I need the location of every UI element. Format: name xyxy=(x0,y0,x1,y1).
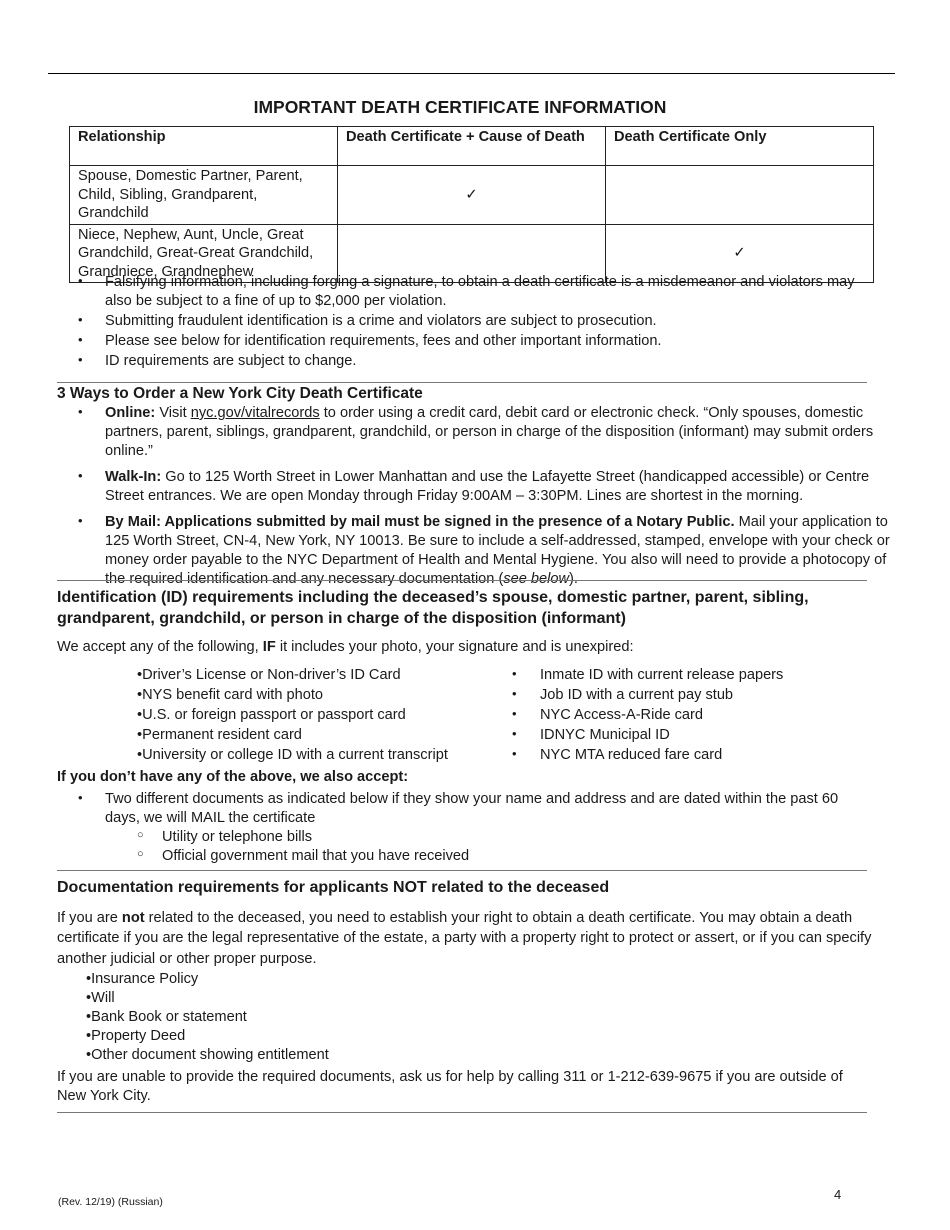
ways-title: 3 Ways to Order a New York City Death Certificate xyxy=(57,385,423,402)
relationship-cell: Niece, Nephew, Aunt, Uncle, Great Grandchild, Great-Great Grandchild, Grandniece, Grandnephew xyxy=(70,224,338,283)
vitalrecords-link[interactable]: nyc.gov/vitalrecords xyxy=(190,405,320,421)
alt-item-text: Two different documents as indicated below if they show your name and address and are dated within the past 60 days, we will MAIL the certificate xyxy=(105,791,839,826)
walkin-label: Walk-In: xyxy=(105,468,162,485)
list-item-walkin xyxy=(105,468,895,506)
list-item: • University or college ID with a current transcript xyxy=(137,746,448,765)
list-item: • Bank Book or statement xyxy=(86,1008,329,1027)
relationship-table xyxy=(69,126,874,283)
list-item: • Inmate ID with current release papers xyxy=(540,666,783,685)
relationship-cell: Spouse, Domestic Partner, Parent, Child, Sibling, Grandparent, Grandchild xyxy=(70,166,338,225)
list-item: • ID requirements are subject to change. xyxy=(105,352,880,371)
list-item xyxy=(105,790,875,866)
list-item: • U.S. or foreign passport or passport card xyxy=(137,706,448,725)
top-rule xyxy=(48,73,895,74)
doc-list xyxy=(86,970,329,1065)
page-number: 4 xyxy=(834,1187,842,1202)
list-item: • Job ID with a current pay stub xyxy=(540,686,783,705)
list-item: • Property Deed xyxy=(86,1027,329,1046)
checkmark-icon: ✓ xyxy=(606,224,874,283)
mail-label: By Mail: Applications submitted by mail must be signed in the presence of a Notary Public. xyxy=(105,513,735,530)
id-list-left xyxy=(137,666,448,766)
list-item: • Submitting fraudulent identification is a crime and violators are subject to prosecution. xyxy=(105,312,880,331)
online-pre: Visit xyxy=(155,405,191,421)
sub-list-item: ○ Utility or telephone bills xyxy=(162,828,875,847)
mail-text: Mail your application to 125 Worth Street, CN-4, New York, NY 10013. Be sure to include a self-addressed, stamped, envelope with your check or money order payable to the NYC Department of Health and Mental Hygiene. You also will need to provide a photocopy of the required identification and any necessary documentation ( xyxy=(105,513,890,587)
mail-see-below: see below xyxy=(503,570,570,587)
doc-intro-text: If you are not related to the deceased, you need to establish your right to obtain a death certificate. You may obtain a death certificate if you are the legal representative of the estate, a party with a property right to protect or assert, or if you can specify another judicial or other proper purpose. xyxy=(57,910,872,967)
sub-list-item: ○ Official government mail that you have received xyxy=(162,847,875,866)
checkmark-icon: ✓ xyxy=(338,166,606,225)
revision-note: (Rev. 12/19) (Russian) xyxy=(58,1196,163,1208)
help-text: If you are unable to provide the required documents, ask us for help by calling 311 or 1-212-639-9675 if you are outside of New York City. xyxy=(57,1069,843,1104)
online-text: to order using a credit card, debit card or electronic check. “Only spouses, domestic partners, parent, siblings, grandparent, grandchild, or person in charge of the disposition (informant) may submit orders online.” xyxy=(105,405,874,459)
table-row xyxy=(70,166,874,225)
list-item: • Driver’s License or Non-driver’s ID Card xyxy=(137,666,448,685)
header-relationship: Relationship xyxy=(70,127,338,166)
id-accept-text: We accept any of the following, IF it includes your photo, your signature and is unexpired: xyxy=(57,639,634,655)
id-section-title: Identification (ID) requirements including the deceased’s spouse, domestic partner, parent, sibling, grandparent, grandchild, or person in charge of the disposition (informant) xyxy=(57,589,809,627)
divider xyxy=(57,580,867,581)
doc-section-title: Documentation requirements for applicants NOT related to the deceased xyxy=(57,879,610,896)
divider xyxy=(57,1112,867,1113)
warnings-list xyxy=(105,273,880,372)
list-item: • Please see below for identification requirements, fees and other important information. xyxy=(105,332,880,351)
alt-list xyxy=(105,790,875,866)
list-item: • Will xyxy=(86,989,329,1008)
walkin-text: Go to 125 Worth Street in Lower Manhattan and use the Lafayette Street (handicapped accessible) or Centre Street entrances. We are open Monday through Friday 9:00AM – 3:30PM. Lines are shortest in the morning. xyxy=(105,468,870,504)
list-item: • Permanent resident card xyxy=(137,726,448,745)
divider xyxy=(57,870,867,871)
ways-list xyxy=(105,404,895,596)
list-item: • NYC MTA reduced fare card xyxy=(540,746,783,765)
empty-cell xyxy=(606,166,874,225)
list-item-mail xyxy=(105,513,895,589)
list-item-online xyxy=(105,404,895,461)
list-item: • NYS benefit card with photo xyxy=(137,686,448,705)
list-item: • IDNYC Municipal ID xyxy=(540,726,783,745)
header-cause-of-death: Death Certificate + Cause of Death xyxy=(338,127,606,166)
page-title: IMPORTANT DEATH CERTIFICATE INFORMATION xyxy=(253,97,667,117)
divider xyxy=(57,382,867,383)
header-certificate-only: Death Certificate Only xyxy=(606,127,874,166)
id-list-right xyxy=(540,666,783,766)
table-header-row xyxy=(70,127,874,166)
list-item: • Insurance Policy xyxy=(86,970,329,989)
alt-heading: If you don’t have any of the above, we also accept: xyxy=(57,769,409,785)
list-item: • Other document showing entitlement xyxy=(86,1046,329,1065)
mail-end: ). xyxy=(569,570,578,587)
list-item: • Falsifying information, including forging a signature, to obtain a death certificate is a misdemeanor and violators may also be subject to a fine of up to $2,000 per violation. xyxy=(105,273,880,311)
online-label: Online: xyxy=(105,405,156,421)
list-item: • NYC Access-A-Ride card xyxy=(540,706,783,725)
alt-sub-list xyxy=(162,828,875,866)
